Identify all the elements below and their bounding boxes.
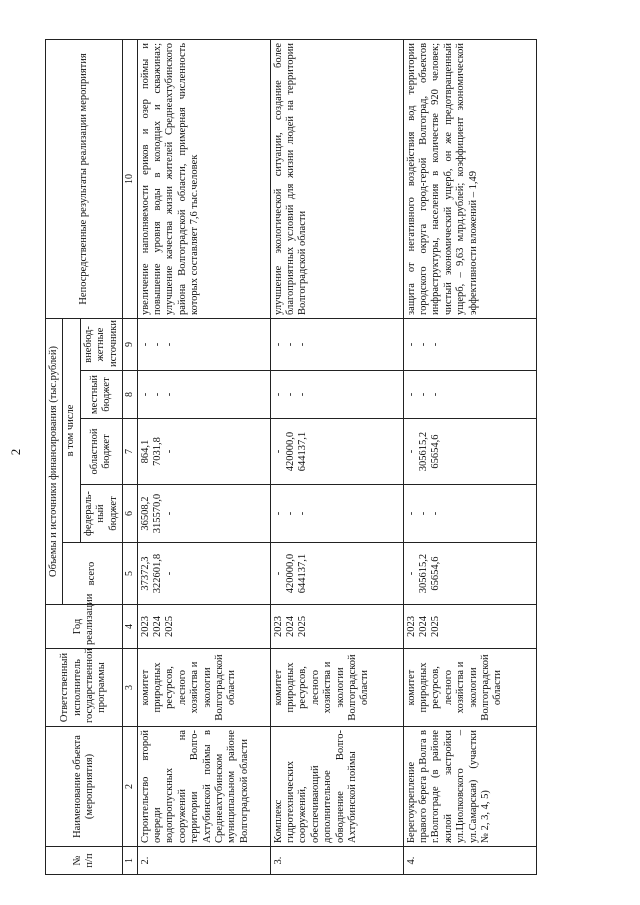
col-number: 7 [122, 419, 137, 485]
row-name: Строительство второй очереди водопропускных сооружений на территории Волго-Ахтубинской поймы в Среднеахтубинском муниципальном районе Волгоградской области [137, 727, 270, 847]
row-results: улучшение экологической ситуации, создание более благоприятных условий для жизни людей на территории Волгоградской области [270, 39, 403, 318]
header-volume: Объемы и источники финансирования (тыс.рублей) [46, 318, 63, 604]
header-total: всего [63, 543, 123, 605]
row-total [137, 543, 270, 605]
total-value: - [164, 571, 176, 576]
row-name: Комплекс гидротехнических сооружений, обеспечивающий дополнительное обводнение Волго-Ахтубинской поймы [270, 727, 403, 847]
column-number-row [122, 39, 137, 874]
year-value: 2024 [152, 616, 164, 637]
row-obl [403, 419, 536, 485]
header-mest: местный бюджет [80, 371, 122, 419]
col-number: 9 [122, 318, 137, 370]
row-vneb [270, 318, 403, 370]
row-obl [270, 419, 403, 485]
vneb-value: - [297, 342, 309, 347]
row-vneb [137, 318, 270, 370]
obl-value: 65654,6 [430, 434, 442, 469]
row-num: 2. [137, 847, 270, 875]
table-row [270, 39, 403, 874]
row-fed [137, 485, 270, 543]
mest-value: - [139, 392, 151, 397]
vneb-value: - [285, 342, 297, 347]
vneb-value: - [405, 342, 417, 347]
col-number: 1 [122, 847, 137, 875]
row-name: Берегоукрепление правого берега р.Волга в г.Волгограде (в районе жилой застройки ул.Циолковского – ул.Самарская) (участки № 2, 3, 4, 5) [403, 727, 536, 847]
fed-value: - [418, 511, 430, 516]
col-number: 6 [122, 485, 137, 543]
rotated-table-container [45, 40, 555, 875]
vneb-value: - [418, 342, 430, 347]
year-value: 2025 [297, 616, 309, 637]
vneb-value: - [272, 342, 284, 347]
obl-value: 420000,0 [285, 431, 297, 472]
fed-value: 36508,2 [139, 496, 151, 531]
year-value: 2024 [418, 616, 430, 637]
vneb-value: - [139, 342, 151, 347]
row-total [403, 543, 536, 605]
col-number: 3 [122, 649, 137, 727]
row-mest [403, 371, 536, 419]
obl-value: 305615,2 [418, 431, 430, 472]
total-value: 37372,3 [139, 556, 151, 591]
financing-table [45, 39, 537, 875]
fed-value: - [285, 511, 297, 516]
header-fed: федераль-ный бюджет [80, 485, 122, 543]
total-value: 644137,1 [297, 553, 309, 594]
header-row-1 [46, 39, 63, 874]
total-value: - [405, 571, 417, 576]
row-fed [403, 485, 536, 543]
total-value: 305615,2 [418, 553, 430, 594]
mest-value: - [164, 392, 176, 397]
row-vneb [403, 318, 536, 370]
table-row [137, 39, 270, 874]
obl-value: - [272, 449, 284, 454]
header-results: Непосредственные результаты реализации мероприятия [46, 39, 123, 318]
page-number: 2 [8, 448, 23, 456]
obl-value: - [405, 449, 417, 454]
fed-value: - [405, 511, 417, 516]
header-incl: в том числе [63, 318, 80, 542]
row-mest [137, 371, 270, 419]
header-obl: областной бюджет [80, 419, 122, 485]
year-value: 2023 [139, 616, 151, 637]
vneb-value: - [164, 342, 176, 347]
row-mest [270, 371, 403, 419]
row-num: 4. [403, 847, 536, 875]
year-value: 2025 [164, 616, 176, 637]
mest-value: - [285, 392, 297, 397]
total-value: - [272, 571, 284, 576]
vneb-value: - [152, 342, 164, 347]
col-number: 2 [122, 727, 137, 847]
year-value: 2023 [405, 616, 417, 637]
header-num: № п/п [46, 847, 123, 875]
row-resp: комитет природных ресурсов, лесного хозяйства и экологии Волгоградской области [137, 649, 270, 727]
table-row [403, 39, 536, 874]
fed-value: 315570,0 [152, 493, 164, 534]
obl-value: 864,1 [139, 439, 151, 464]
mest-value: - [430, 392, 442, 397]
row-years [270, 605, 403, 649]
fed-value: - [297, 511, 309, 516]
col-number: 5 [122, 543, 137, 605]
fed-value: - [272, 511, 284, 516]
row-years [137, 605, 270, 649]
row-resp: комитет природных ресурсов, лесного хозяйства и экологии Волгоградской области [270, 649, 403, 727]
year-value: 2024 [285, 616, 297, 637]
mest-value: - [152, 392, 164, 397]
mest-value: - [272, 392, 284, 397]
year-value: 2025 [430, 616, 442, 637]
mest-value: - [405, 392, 417, 397]
col-number: 4 [122, 605, 137, 649]
mest-value: - [418, 392, 430, 397]
fed-value: - [164, 511, 176, 516]
header-name: Наименование объекта (мероприятия) [46, 727, 123, 847]
row-obl [137, 419, 270, 485]
obl-value: - [164, 449, 176, 454]
row-num: 3. [270, 847, 403, 875]
mest-value: - [297, 392, 309, 397]
obl-value: 644137,1 [297, 431, 309, 472]
total-value: 65654,6 [430, 556, 442, 591]
header-year: Год реализации [46, 605, 123, 649]
row-results: увеличение наполняемости ериков и озер поймы и повышение уровня воды в колодцах и скважинах; улучшение качества жизни жителей Среднеахтубинского района Волгоградской области, примерная численность которых составляет 7,6 тыс.человек [137, 39, 270, 318]
vneb-value: - [430, 342, 442, 347]
col-number: 8 [122, 371, 137, 419]
col-number: 10 [122, 39, 137, 318]
row-resp: комитет природных ресурсов, лесного хозяйства и экологии Волгоградской области [403, 649, 536, 727]
row-results: защита от негативного воздействия вод территории городского округа город-герой Волгоград, объектов инфраструктуры, населения в количестве 920 человек; чистый экономический ущерб, он же предотвращенный ущерб, – 9,63 млрд.рублей; коэффициент экономической эффективности вложений – 1,49 [403, 39, 536, 318]
row-total [270, 543, 403, 605]
obl-value: 7031,8 [152, 437, 164, 466]
total-value: 420000,0 [285, 553, 297, 594]
fed-value: - [430, 511, 442, 516]
row-years [403, 605, 536, 649]
row-fed [270, 485, 403, 543]
header-resp: Ответственный исполнитель государственной программы [46, 649, 123, 727]
year-value: 2023 [272, 616, 284, 637]
header-vneb: внебюд-жетные источники [80, 318, 122, 370]
total-value: 322601,8 [152, 553, 164, 594]
